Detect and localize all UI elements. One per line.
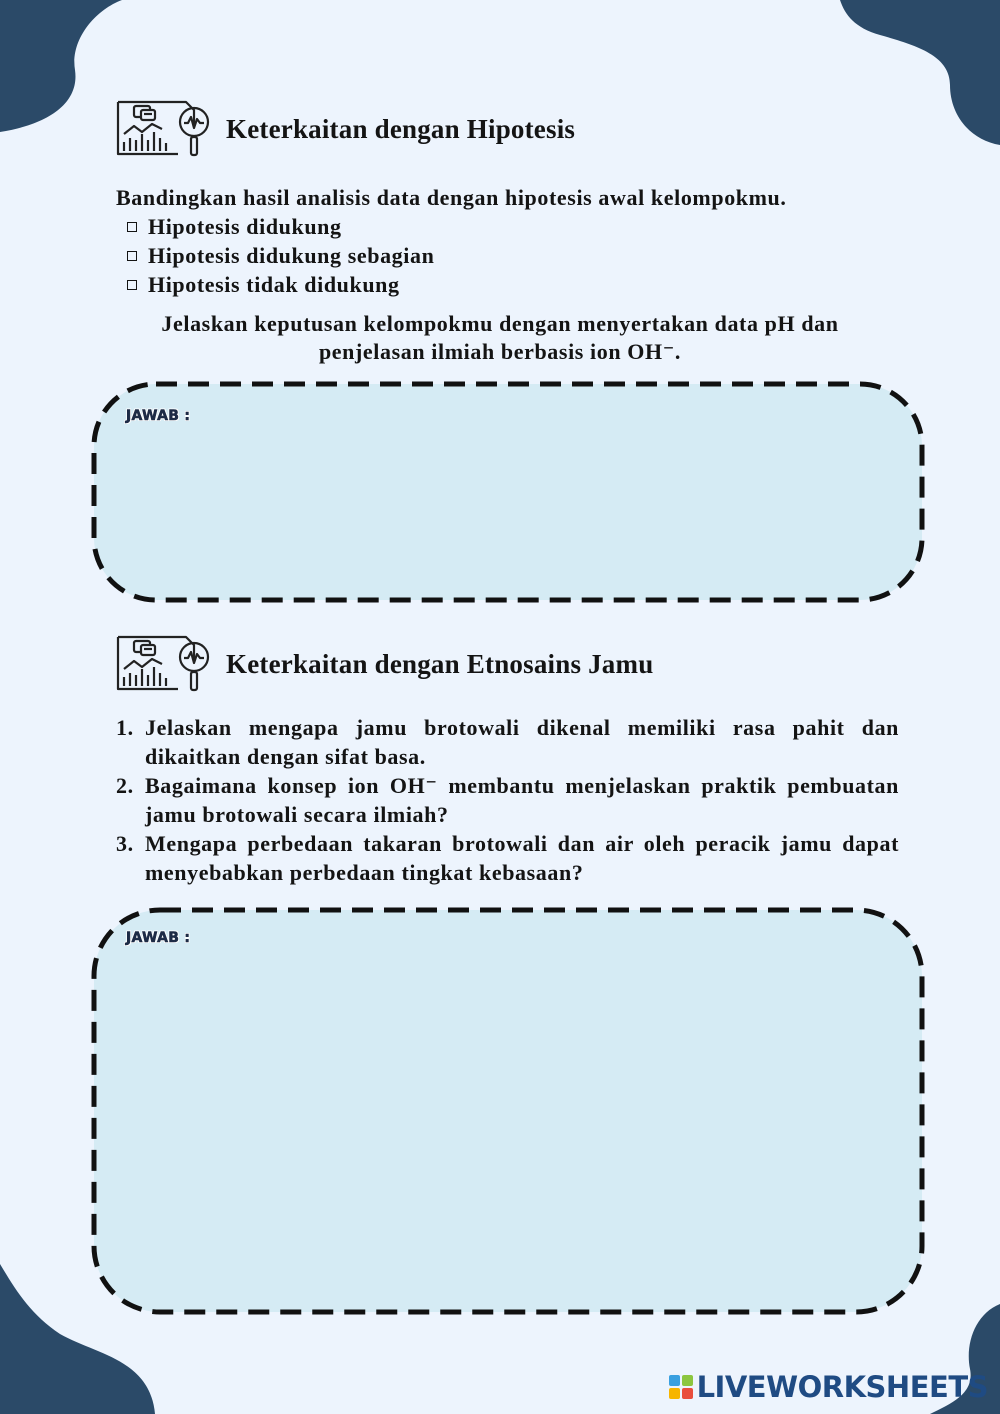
answer-input[interactable]: [130, 958, 890, 1292]
corner-blob-top-right: [840, 0, 1000, 150]
option-hipotesis-didukung-sebagian[interactable]: [116, 241, 916, 270]
question-number: 3.: [116, 831, 134, 856]
answer-label: JAWAB :: [126, 408, 191, 424]
intro-text: Bandingkan hasil analisis data dengan hipotesis awal kelompokmu.: [116, 185, 787, 210]
option-label: Hipotesis didukung sebagian: [148, 243, 435, 268]
option-hipotesis-didukung[interactable]: [116, 212, 916, 241]
section-title: Keterkaitan dengan Hipotesis: [226, 113, 576, 144]
instruction-text: [100, 310, 900, 366]
data-analysis-icon: [114, 96, 214, 162]
question-text: Jelaskan mengapa jamu brotowali dikenal memiliki rasa pahit dan dikaitkan dengan sifat basa.: [145, 715, 899, 769]
checkbox[interactable]: [127, 280, 137, 290]
question-text: Bagaimana konsep ion OH⁻ membantu menjelaskan praktik pembuatan jamu brotowali secara ilmiah?: [145, 773, 899, 827]
question-text: Mengapa perbedaan takaran brotowali dan air oleh peracik jamu dapat menyebabkan perbedaan tingkat kebasaan?: [145, 831, 899, 885]
question-item: [116, 771, 899, 829]
data-analysis-icon: [114, 631, 214, 697]
answer-input[interactable]: [130, 434, 890, 578]
section-hipotesis-header: [114, 96, 575, 162]
question-number: 1.: [116, 715, 134, 740]
hipotesis-prompt: [116, 183, 916, 299]
instruction-line: penjelasan ilmiah berbasis ion OH⁻.: [318, 339, 682, 364]
option-label: Hipotesis didukung: [148, 214, 342, 239]
question-item: [116, 829, 899, 887]
section-etnosains-header: [114, 631, 653, 697]
corner-blob-top-left: [0, 0, 130, 140]
section-title: Keterkaitan dengan Etnosains Jamu: [226, 648, 654, 679]
brand-text: LIVEWORKSHEETS: [696, 1370, 988, 1404]
liveworksheets-logo: [669, 1370, 988, 1404]
question-list: [116, 713, 899, 887]
option-hipotesis-tidak-didukung[interactable]: [116, 270, 916, 299]
checkbox[interactable]: [127, 251, 137, 261]
answer-label: JAWAB :: [126, 930, 191, 946]
option-label: Hipotesis tidak didukung: [148, 272, 400, 297]
instruction-line: Jelaskan keputusan kelompokmu dengan menyertakan data pH dan: [161, 311, 839, 336]
question-number: 2.: [116, 773, 134, 798]
question-item: [116, 713, 899, 771]
answer-box-hipotesis[interactable]: [90, 380, 926, 604]
liveworksheets-logo-icon: [669, 1375, 693, 1399]
answer-box-etnosains[interactable]: [90, 906, 926, 1316]
checkbox[interactable]: [127, 222, 137, 232]
